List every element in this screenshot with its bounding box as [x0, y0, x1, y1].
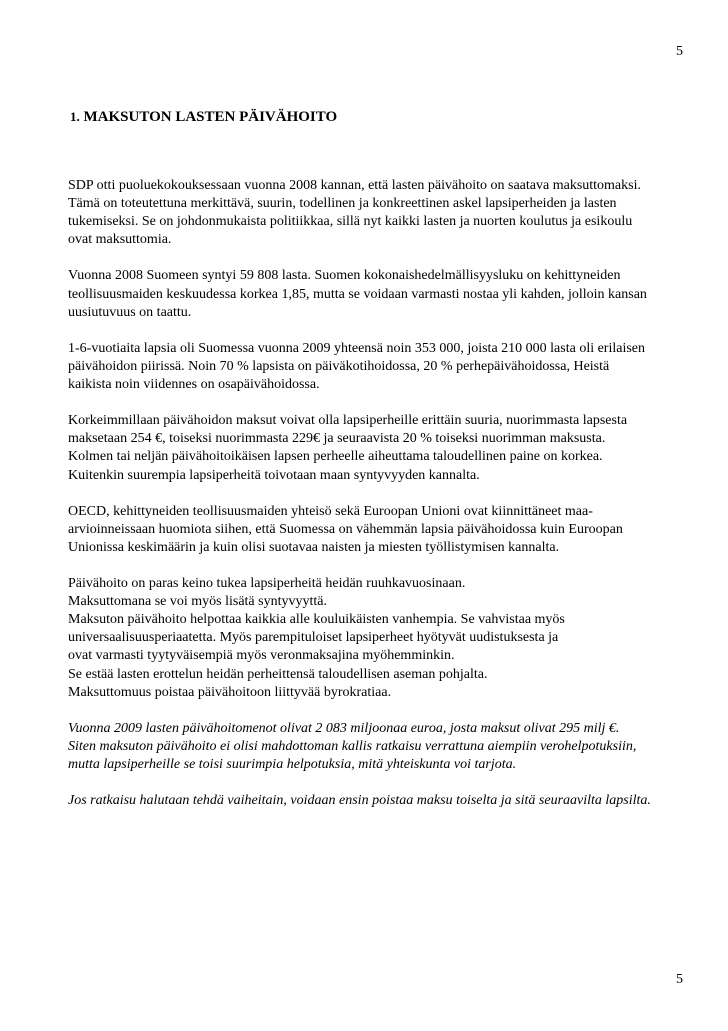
paragraph-line: tukemiseksi. Se on johdonmukaista politiikkaa, sillä nyt kaikki lasten ja nuorten koulutus ja esikoulu [68, 214, 633, 230]
paragraph-line: Päivähoito on paras keino tukea lapsiperheitä heidän ruuhkavuosinaan. [68, 576, 466, 592]
paragraph-line: 1-6-vuotiaita lapsia oli Suomessa vuonna 2009 yhteensä noin 353 000, joista 210 000 lasta oli erilaisen [68, 340, 646, 356]
paragraph-line: Vuonna 2009 lasten päivähoitomenot olivat 2 083 miljoonaa euroa, josta maksut olivat 295 milj €. [68, 720, 620, 736]
paragraph-line: päivähoidon piirissä. Noin 70 % lapsista on päiväkotihoidossa, 20 % perhepäivähoidossa, Heistä [68, 358, 610, 374]
paragraph-line: Unionissa keskimäärin ja kuin olisi suotavaa naisten ja miesten työllistymisen kannalta. [68, 539, 560, 555]
paragraph-line: ovat varmasti tyytyväisempiä myös veronmaksajina myöhemminkin. [68, 648, 455, 664]
paragraph-line: OECD, kehittyneiden teollisuusmaiden yhteisö sekä Euroopan Unioni ovat kiinnittäneet maa- [68, 503, 593, 519]
paragraph-line: Se estää lasten erottelun heidän perheittensä taloudellisen aseman pohjalta. [68, 666, 488, 682]
paragraph-line: Jos ratkaisu halutaan tehdä vaiheitain, voidaan ensin poistaa maksu toiselta ja sitä seuraavilta lapsilta. [68, 793, 651, 809]
paragraph-line: universaalisuusperiaatetta. Myös parempituloiset lapsiperheet hyötyvät uudistuksesta ja [68, 630, 559, 646]
paragraph-line: Kolmen tai neljän päivähoitoikäisen lapsen perheelle aiheuttama taloudellinen paine on korkea. [68, 449, 603, 465]
document-body [68, 177, 698, 828]
paragraph-line: maksetaan 254 €, toiseksi nuorimmasta 229€ ja seuraavista 20 % toiseksi nuorimman maksusta. [68, 431, 606, 447]
paragraph-4 [68, 412, 698, 484]
paragraph-line: arvioinneissaan huomiota siihen, että Suomessa on vähemmän lapsia päivähoidossa kuin Euroopan [68, 521, 623, 537]
section-heading [70, 108, 337, 126]
paragraph-5 [68, 503, 698, 557]
paragraph-line: Siten maksuton päivähoito ei olisi mahdottoman kallis ratkaisu verrattuna aiempiin verohelpotuksiin, [68, 738, 637, 754]
paragraph-2 [68, 267, 698, 321]
paragraph-line: Vuonna 2008 Suomeen syntyi 59 808 lasta. Suomen kokonaishedelmällisyysluku on kehittyneiden [68, 268, 621, 284]
paragraph-line: Maksuttomuus poistaa päivähoitoon liittyvää byrokratiaa. [68, 684, 392, 700]
paragraph-8 [68, 792, 698, 810]
paragraph-1 [68, 177, 698, 249]
paragraph-line: Kuitenkin suurempia lapsiperheitä toivotaan maan syntyvyyden kannalta. [68, 467, 480, 483]
paragraph-6 [68, 575, 698, 702]
paragraph-line: Korkeimmillaan päivähoidon maksut voivat olla lapsiperheille erittäin suuria, nuorimmasta lapsesta [68, 413, 628, 429]
paragraph-line: ovat maksuttomia. [68, 232, 172, 248]
page-number-bottom: 5 [676, 972, 683, 987]
paragraph-line: kaikista noin viidennes on osapäivähoidossa. [68, 377, 320, 393]
paragraph-line: Maksuttomana se voi myös lisätä syntyvyyttä. [68, 594, 327, 610]
section-title: MAKSUTON LASTEN PÄIVÄHOITO [83, 109, 338, 125]
paragraph-line: uusiutuvuus on taattu. [68, 304, 192, 320]
paragraph-line: SDP otti puoluekokouksessaan vuonna 2008 kannan, että lasten päivähoito on saatava maksuttomaksi. [68, 178, 641, 193]
paragraph-7 [68, 720, 698, 774]
paragraph-line: mutta lapsiperheille se toisi suurimpia helpotuksia, mitä yhteiskunta voi tarjota. [68, 757, 517, 772]
page-number-top: 5 [676, 44, 683, 59]
paragraph-line: teollisuusmaiden keskuudessa korkea 1,85, mutta se voidaan varmasti nostaa yli kahden, jolloin kansan [68, 286, 647, 302]
paragraph-line: Tämä on toteutettuna merkittävä, suurin, todellinen ja konkreettinen askel lapsiperheiden ja lasten [68, 196, 617, 212]
paragraph-line: Maksuton päivähoito helpottaa kaikkia alle kouluikäisten vanhempia. Se vahvistaa myös [68, 612, 565, 628]
paragraph-3 [68, 340, 698, 394]
section-number: 1. [70, 109, 80, 124]
